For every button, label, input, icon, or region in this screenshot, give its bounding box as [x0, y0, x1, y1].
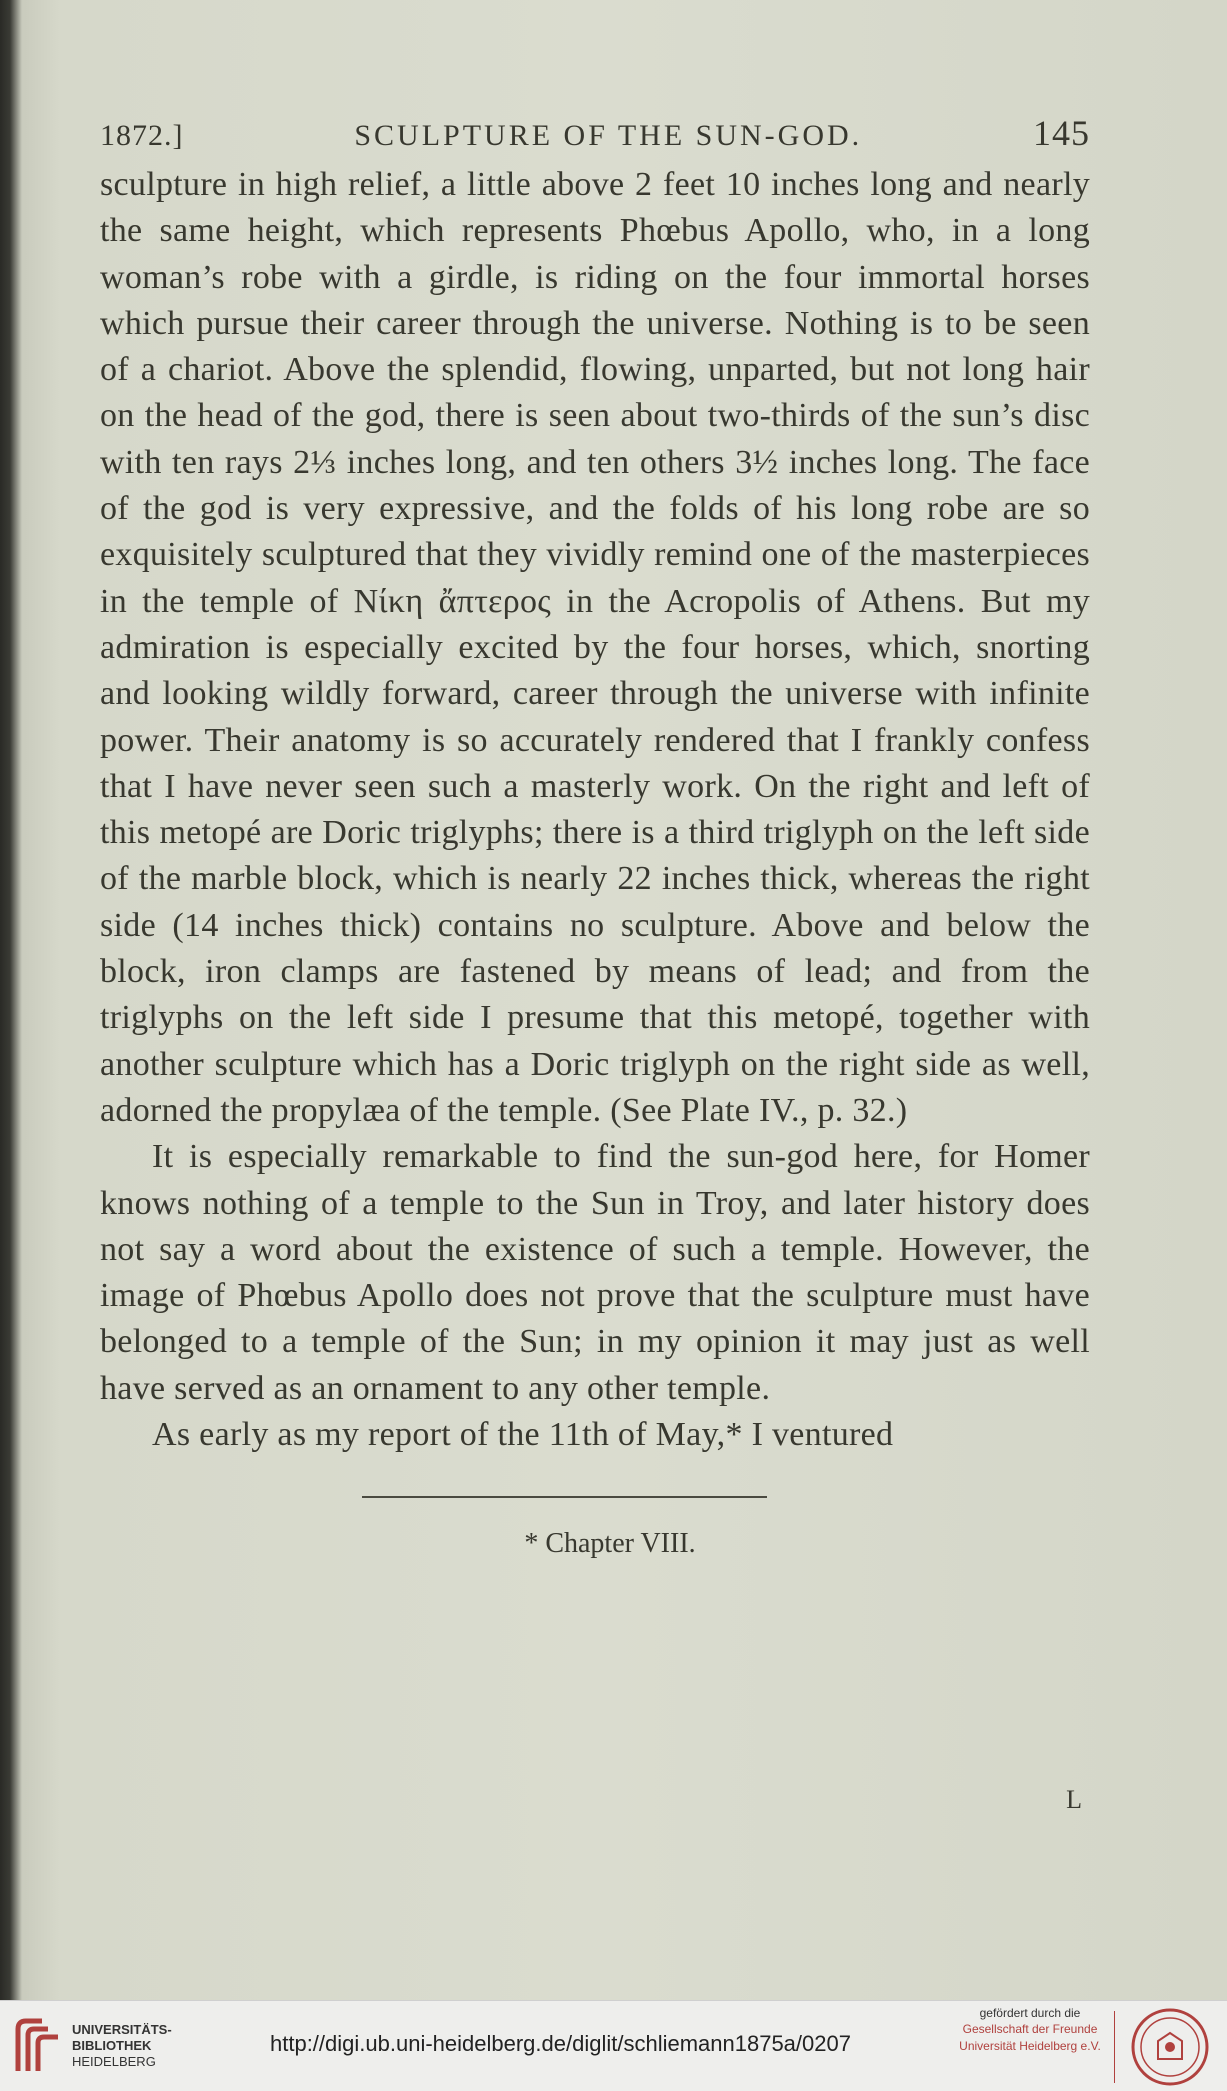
logo-line-2: BIBLIOTHEK: [72, 2038, 152, 2053]
sponsor-label: gefördert durch die: [979, 2006, 1081, 2020]
sponsor-org-line-2: Universität Heidelberg e.V.: [959, 2039, 1101, 2053]
running-head-title: SCULPTURE OF THE SUN-GOD.: [354, 119, 863, 152]
paragraph-3: As early as my report of the 11th of May,* I ventured: [152, 1416, 894, 1454]
body-text: [100, 162, 1090, 1458]
paragraph-2: It is especially remarkable to find the sun-god here, for Homer knows nothing of a temple to the Sun in Troy, and later history does not say a word about the existence of such a temple. However, the image of Phœbus Apollo does not prove that the sculpture must have belonged to a temple of the Sun; in my opinion it may just as well have served as an ornament to any other temple.: [100, 1138, 1090, 1407]
footer-divider: [1114, 2011, 1115, 2083]
library-logo[interactable]: [12, 2015, 172, 2077]
footnote-rule: [362, 1496, 767, 1498]
book-page: [100, 112, 1090, 1560]
running-head: [100, 112, 1090, 162]
page-number: 145: [1032, 113, 1090, 153]
running-head-year: 1872.]: [100, 119, 184, 152]
sponsor-org-line-1: Gesellschaft der Freunde: [962, 2022, 1098, 2036]
sponsor-block: [950, 2005, 1110, 2055]
permalink-url[interactable]: http://digi.ub.uni-heidelberg.de/diglit/schliemann1875a/0207: [270, 2031, 851, 2056]
logo-line-1: UNIVERSITÄTS-: [72, 2022, 172, 2037]
library-logo-icon: [12, 2015, 64, 2077]
logo-line-3: HEIDELBERG: [72, 2054, 156, 2069]
footer-bar: [0, 2000, 1227, 2091]
university-seal-icon[interactable]: [1130, 2007, 1210, 2087]
footnote: * Chapter VIII.: [524, 1528, 696, 1560]
library-logo-text: [72, 2022, 172, 2070]
signature-mark: L: [1066, 1785, 1082, 1814]
paragraph-1: sculpture in high relief, a little above 2 feet 10 inches long and nearly the same height, which represents Phœbus Apollo, who, in a long woman’s robe with a girdle, is riding on the four immortal horses which pursue their career through the universe. Nothing is to be seen of a chariot. Above the splendid, flowing, unparted, but not long hair on the head of the god, there is seen about two-thirds of the sun’s disc with ten rays 2⅓ inches long, and ten others 3½ inches long. The face of the god is very expressive, and the folds of his long robe are so exquisitely sculptured that they vividly remind one of the masterpieces in the temple of Νίκη ἄπτερος in the Acropolis of Athens. But my admiration is especially excited by the four horses, which, snorting and looking wildly forward, career through the universe with infinite power. Their anatomy is so accurately rendered that I frankly confess that I have never seen such a masterly work. On the right and left of this metopé are Doric triglyphs; there is a third triglyph on the left side of the marble block, which is nearly 22 inches thick, whereas the right side (14 inches thick) contains no sculpture. Above and below the block, iron clamps are fastened by means of lead; and from the triglyphs on the left side I presume that this metopé, together with another sculpture which has a Doric triglyph on the right side as well, adorned the propylæa of the temple. (See Plate IV., p. 32.): [100, 166, 1090, 1129]
sponsor-org[interactable]: [950, 2021, 1110, 2055]
